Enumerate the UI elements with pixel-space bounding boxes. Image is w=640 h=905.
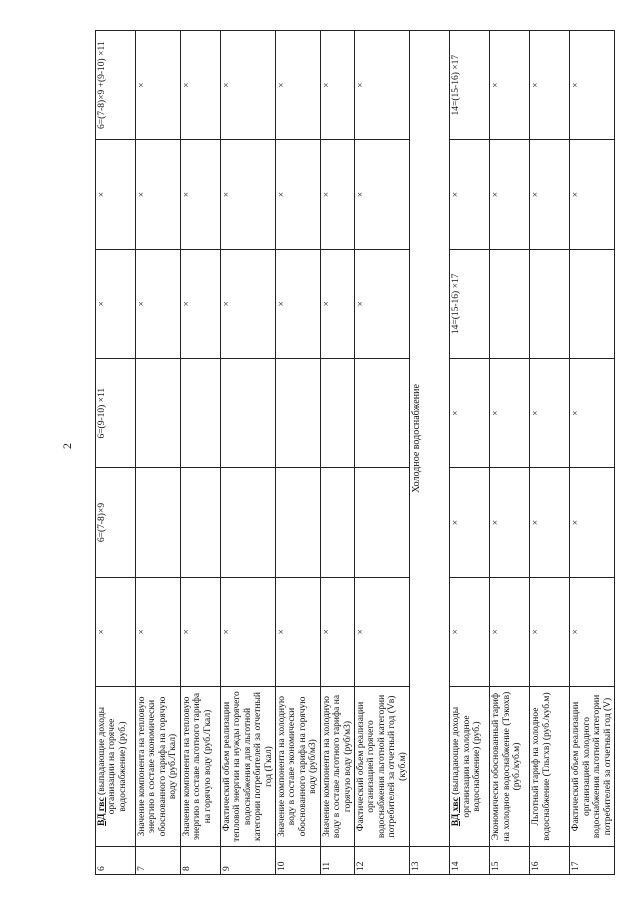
table-cell: × bbox=[570, 359, 615, 468]
table-cell: × bbox=[275, 249, 320, 358]
table-cell bbox=[570, 249, 615, 358]
table-cell bbox=[180, 468, 220, 577]
row-label-text: Значение компонента на тепловую энергию в составе экономически обоснованного тарифа на горячую воду (руб./Гкал) bbox=[137, 696, 179, 837]
section-title: Холодное водоснабжение bbox=[410, 31, 450, 847]
row-number: 17 bbox=[570, 847, 615, 875]
table-cell: × bbox=[220, 31, 275, 140]
row-label-text: Фактический объем реализации организацией горячего водоснабжения льготной категории потребителей за отчетный год (Vв) (куб.м) bbox=[356, 694, 408, 839]
row-number: 6 bbox=[96, 847, 136, 875]
row-label-text: (выпадающие доходы организации на горячее водоснабжение) (руб.) bbox=[97, 707, 128, 815]
table-cell bbox=[530, 249, 570, 358]
table-cell: × bbox=[180, 249, 220, 358]
row-number: 16 bbox=[530, 847, 570, 875]
table-cell: × bbox=[220, 249, 275, 358]
row-number: 7 bbox=[136, 847, 181, 875]
table-row bbox=[320, 31, 354, 875]
row-number: 9 bbox=[220, 847, 275, 875]
table-cell: × bbox=[450, 468, 490, 577]
table-row bbox=[490, 31, 530, 875]
table-cell bbox=[320, 359, 354, 468]
table-cell: × bbox=[450, 140, 490, 249]
row-label bbox=[180, 687, 220, 847]
table-cell: × bbox=[136, 249, 181, 358]
table-row bbox=[355, 31, 410, 875]
table-cell: × bbox=[530, 31, 570, 140]
row-label bbox=[530, 687, 570, 847]
row-label-text: (выпадающие доходы организации на холодное водоснабжение) (руб.) bbox=[451, 706, 483, 818]
table-cell: × bbox=[136, 577, 181, 686]
table-row bbox=[180, 31, 220, 875]
table-row bbox=[220, 31, 275, 875]
row-number: 14 bbox=[450, 847, 490, 875]
table-cell: × bbox=[570, 577, 615, 686]
table-cell: × bbox=[530, 577, 570, 686]
table-cell bbox=[355, 359, 410, 468]
row-label bbox=[136, 687, 181, 847]
table-cell: 14=(15-16) ×17 bbox=[450, 249, 490, 358]
table-cell: × bbox=[136, 140, 181, 249]
table-cell: × bbox=[96, 140, 136, 249]
table-cell bbox=[220, 468, 275, 577]
row-label bbox=[570, 687, 615, 847]
table-cell: × bbox=[320, 577, 354, 686]
table-row bbox=[570, 31, 615, 875]
table-cell: × bbox=[570, 468, 615, 577]
table-cell: × bbox=[490, 359, 530, 468]
table-cell: × bbox=[490, 31, 530, 140]
table-cell bbox=[180, 359, 220, 468]
row-label bbox=[320, 687, 354, 847]
table-cell: × bbox=[490, 140, 530, 249]
row-label bbox=[96, 687, 136, 847]
row-label-text: Значение компонента на холодную воду в составе экономически обоснованного тарифа на горячую воду (руб/м3) bbox=[276, 696, 319, 837]
row-label-bold: ВД хвс bbox=[451, 797, 462, 827]
row-number: 12 bbox=[355, 847, 410, 875]
row-label-text: Экономически обоснованный тариф на холодное водоснабжение (Тэкохв) (руб./куб.м) bbox=[491, 691, 523, 842]
table-cell bbox=[136, 359, 181, 468]
table-cell: × bbox=[320, 31, 354, 140]
table-cell: × bbox=[275, 31, 320, 140]
section-row bbox=[410, 31, 450, 875]
row-number: 13 bbox=[410, 847, 450, 875]
row-label-text: Значение компонента на холодную воду в составе льготного тарифа на горячую воду (руб/м3) bbox=[321, 694, 353, 839]
table-cell: × bbox=[530, 140, 570, 249]
table-cell bbox=[136, 468, 181, 577]
table-cell: × bbox=[490, 577, 530, 686]
table-row bbox=[530, 31, 570, 875]
table-row bbox=[136, 31, 181, 875]
table-cell: × bbox=[570, 31, 615, 140]
rotated-table-container bbox=[95, 30, 613, 875]
table-cell: × bbox=[180, 31, 220, 140]
table-cell bbox=[275, 359, 320, 468]
row-label-bold: ВД гвс bbox=[97, 797, 107, 826]
row-number: 8 bbox=[180, 847, 220, 875]
table-cell: × bbox=[96, 249, 136, 358]
table-cell bbox=[275, 468, 320, 577]
table-cell: 14=(15-16) ×17 bbox=[450, 31, 490, 140]
row-label-text: Фактический объем реализации организацией холодного водоснабжения льготной категории потребителей за отчетный год (V) bbox=[571, 694, 613, 839]
table-cell bbox=[490, 249, 530, 358]
table-row bbox=[96, 31, 136, 875]
row-label-text: Льготный тариф на холодное водоснабжение (Тльгхв) (руб./куб.м) bbox=[531, 692, 552, 841]
data-table bbox=[95, 30, 615, 875]
table-cell: × bbox=[450, 577, 490, 686]
table-cell: × bbox=[136, 31, 181, 140]
table-cell: × bbox=[355, 577, 410, 686]
table-cell: × bbox=[355, 31, 410, 140]
row-number: 11 bbox=[320, 847, 354, 875]
table-cell: 6=(7-8)×9 +(9-10) ×11 bbox=[96, 31, 136, 140]
row-number: 10 bbox=[275, 847, 320, 875]
table-cell: × bbox=[180, 140, 220, 249]
table-cell: × bbox=[220, 140, 275, 249]
row-label bbox=[220, 687, 275, 847]
table-cell: × bbox=[530, 468, 570, 577]
table-cell: × bbox=[96, 577, 136, 686]
table-cell: × bbox=[530, 359, 570, 468]
row-label bbox=[490, 687, 530, 847]
table-cell: × bbox=[275, 140, 320, 249]
table-row bbox=[450, 31, 490, 875]
table-cell: × bbox=[490, 468, 530, 577]
table-cell bbox=[320, 468, 354, 577]
table-cell: × bbox=[275, 577, 320, 686]
table-cell bbox=[355, 468, 410, 577]
page-number: 2 bbox=[60, 443, 74, 449]
table-cell: 6=(7-8)×9 bbox=[96, 468, 136, 577]
table-cell bbox=[220, 359, 275, 468]
table-cell: × bbox=[320, 140, 354, 249]
table-cell: 6=(9-10) ×11 bbox=[96, 359, 136, 468]
row-number: 15 bbox=[490, 847, 530, 875]
row-label bbox=[355, 687, 410, 847]
row-label-text: Значение компонента на тепловую энергию в составе льготного тарифа на горячую воду (руб./Гкал) bbox=[181, 692, 213, 841]
row-label bbox=[275, 687, 320, 847]
table-cell: × bbox=[570, 140, 615, 249]
table-cell: × bbox=[180, 577, 220, 686]
table-cell: × bbox=[450, 359, 490, 468]
table-cell: × bbox=[355, 249, 410, 358]
table-cell: × bbox=[320, 249, 354, 358]
row-label bbox=[450, 687, 490, 847]
row-label-text: Фактический объем реализации тепловой энергии на нужды горячего водоснабжения для льготной категории потребителей за отчетный год (Гкал) bbox=[221, 691, 274, 842]
table-row bbox=[275, 31, 320, 875]
table-cell: × bbox=[355, 140, 410, 249]
table-cell: × bbox=[220, 577, 275, 686]
